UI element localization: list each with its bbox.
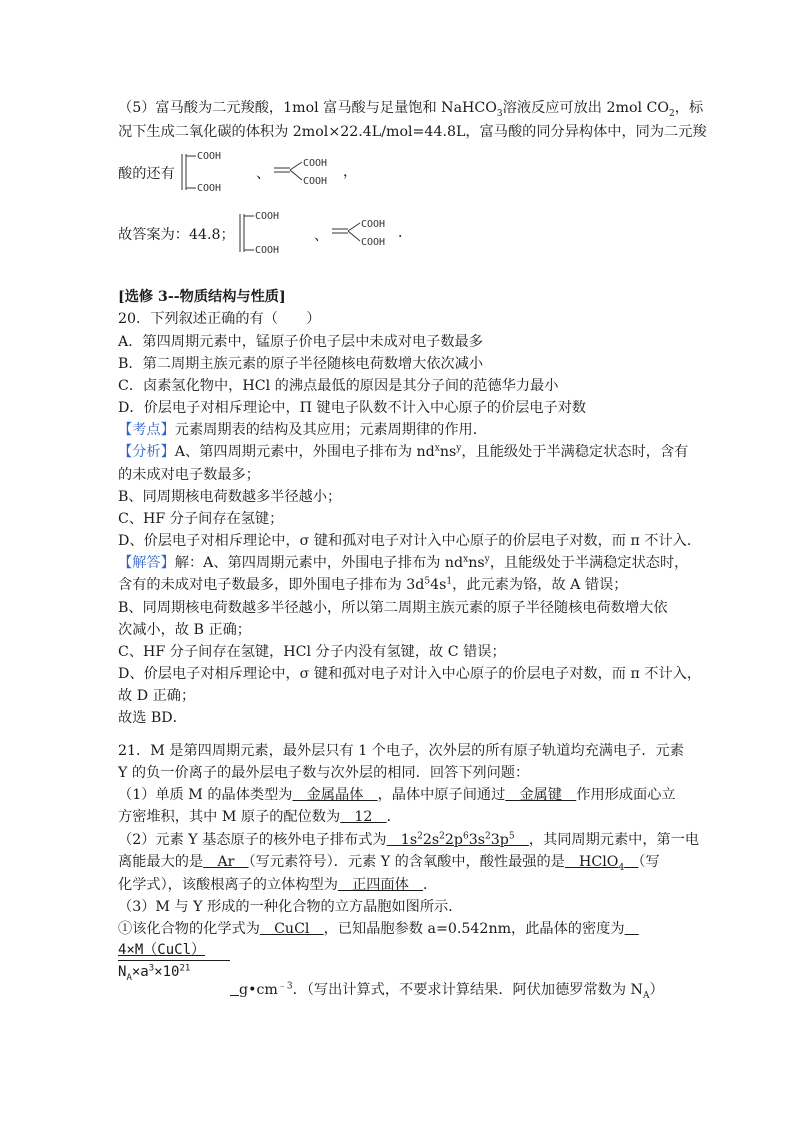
jieda-line-b1: B、同周期核电荷数越多半径越小，所以第二周期主族元素的原子半径随核电荷数增大依 [118, 600, 668, 616]
answer-blank [625, 921, 639, 937]
text: 化学式），该酸根离子的立体构型为 [118, 877, 338, 893]
q20-option-a: A．第四周期元素中，锰原子价电子层中未成对电子数最多 [118, 334, 483, 350]
answer-blank: CuCl [259, 921, 324, 937]
superscript: ﹣3 [277, 981, 293, 992]
text: ．（写出计算式，不要求计算结果．阿伏加德罗常数为 N [292, 982, 643, 998]
q21-stem-1: 21．M 是第四周期元素，最外层只有 1 个电子，次外层的所有原子轨道均充满电子．元素 [118, 743, 684, 759]
cooh-label: COOH [303, 176, 328, 187]
fenxi-line-d: D、价层电子对相斥理论中，σ 键和孤对电子对计入中心原子的价层电子对数，而 π 不计入． [118, 533, 702, 549]
s5-line1 [118, 99, 703, 118]
text: 解：A、第四周期元素中，外围电子排布为 nd [174, 555, 464, 571]
subscript: A [126, 972, 132, 983]
answer-blank: 金属键 [505, 787, 577, 803]
superscript: 6 [463, 831, 469, 842]
fenxi-tag: 【分析】 [118, 444, 175, 460]
answer-blank: 12 [340, 809, 387, 825]
text: 含有的未成对电子数最多，即外围电子排布为 3d [118, 577, 425, 593]
cooh-label: COOH [255, 245, 280, 256]
subscript: 3 [496, 108, 503, 119]
answer-blank [230, 982, 239, 998]
superscript: 5 [424, 576, 431, 587]
answer-blank: Ar [203, 854, 249, 870]
jieda-tag: 【解答】 [118, 555, 175, 571]
text: A、第四周期元素中，外围电子排布为 nd [174, 444, 435, 460]
text: ，且能级处于半满稳定状态时，含有 [461, 444, 689, 460]
text: 方密堆积，其中 M 原子的配位数为 [118, 809, 341, 825]
kaodian-line [118, 421, 487, 440]
text: 2s [422, 832, 440, 848]
maleic-acid-structure [234, 206, 304, 262]
cooh-label: COOH [361, 237, 386, 248]
q21-part3: （3）M 与 Y 形成的一种化合物的立方晶胞如图所示． [118, 899, 463, 915]
q20-stem: 20．下列叙述正确的有（ ） [118, 311, 321, 327]
cooh-label: COOH [197, 151, 222, 162]
density-unit-line [230, 981, 664, 1000]
q20-option-b: B．第二周期主族元素的原子半径随核电荷数增大依次减小 [118, 356, 484, 372]
maleic-acid-structure [176, 146, 246, 200]
text: ，此元素为铬，故 A 错误； [452, 577, 628, 593]
fenxi-line-a [118, 443, 688, 462]
answer-blank [564, 854, 639, 873]
q20-option-c: C．卤素氢化物中，HCl 的沸点最低的原因是其分子间的范德华力最小 [118, 378, 559, 394]
cooh-label: COOH [361, 219, 386, 230]
text: （写元素符号）．元素 Y 的含氧酸中，酸性最强的是 [248, 854, 565, 870]
text: ． [423, 877, 438, 893]
section-header: [选修 3--物质结构与性质] [118, 289, 286, 305]
text: ×10 [154, 964, 180, 980]
q21-stem-2: Y 的负一价离子的最外层电子数与次外层的相同．回答下列问题： [118, 765, 530, 781]
kaodian-tag: 【考点】 [118, 422, 175, 438]
jieda-line-c: C、HF 分子间存在氢键，HCl 分子内没有氢键，故 C 错误； [118, 644, 506, 660]
q21-part2-line1 [118, 831, 699, 850]
cooh-label: COOH [197, 183, 222, 194]
s5-answer-prefix: 故答案为：44.8； [118, 227, 235, 243]
separator: 、 [256, 166, 271, 182]
q20-option-d: D．价层电子对相斥理论中，Π 键电子队数不计入中心原子的价层电子对数 [118, 400, 587, 416]
jieda-line-d2: 故 D 正确； [118, 688, 196, 704]
fraction-denominator [118, 963, 230, 981]
subscript: 4 [618, 862, 625, 873]
cooh-label: COOH [303, 158, 328, 169]
text: （1）单质 M 的晶体类型为 [118, 787, 293, 803]
text: N [118, 964, 127, 980]
superscript: x [463, 554, 469, 565]
text: （2）元素 Y 基态原子的核外电子排布式为 [118, 832, 387, 848]
text: ①该化合物的化学式为 [118, 921, 260, 937]
text: 3s [468, 832, 486, 848]
superscript: 1 [446, 576, 453, 587]
superscript: 2 [417, 831, 423, 842]
q21-part1-line1 [118, 786, 676, 805]
text: （5）富马酸为二元羧酸，1mol 富马酸与足量饱和 NaHCO [118, 100, 497, 116]
final-answer: 故选 BD． [118, 710, 187, 726]
text: ，晶体中原子间通过 [377, 787, 506, 803]
text: ns [439, 444, 457, 460]
density-fraction [118, 941, 230, 981]
fenxi-line-c: C、HF 分子间存在氢键； [118, 511, 284, 527]
text: 3p [490, 832, 509, 848]
fraction-bar [118, 960, 230, 961]
answer-blank [387, 832, 529, 848]
jieda-line-a3 [118, 576, 628, 595]
subscript: 2 [669, 108, 675, 119]
superscript: x [434, 443, 440, 454]
text: ，且能级处于半满稳定状态时， [489, 555, 689, 571]
separator: 、 [314, 228, 329, 244]
answer-blank: 金属晶体 [292, 787, 378, 803]
text: 4s [430, 577, 447, 593]
cooh-label: COOH [255, 211, 280, 222]
text: ） [649, 982, 664, 998]
s5-line3-prefix: 酸的还有 [118, 166, 175, 182]
text: 1s [386, 832, 418, 848]
superscript: y [456, 443, 462, 454]
text: ，已知晶胞参数 a=0.542nm，此晶体的密度为 [323, 921, 625, 937]
superscript: y [484, 554, 490, 565]
fenxi-line-a3: 的未成对电子数最多； [118, 467, 260, 483]
superscript: 21 [179, 963, 191, 974]
text: ，其同周期元素中，第一电 [528, 832, 700, 848]
superscript: 5 [508, 831, 515, 842]
text: （写 [638, 854, 660, 870]
text: 溶液反应可放出 2mol CO [502, 100, 670, 116]
text: ×a [131, 964, 149, 980]
jieda-line-b2: 次减小，故 B 正确； [118, 622, 251, 638]
superscript: 2 [439, 831, 445, 842]
text: 作用形成面心立 [576, 787, 676, 803]
comma: ， [343, 164, 358, 180]
jieda-line-a [118, 554, 688, 573]
gem-diacid-structure [272, 150, 352, 194]
superscript: 2 [485, 831, 491, 842]
text [624, 854, 638, 870]
q21-part2-line2 [118, 853, 660, 872]
superscript: 3 [148, 963, 155, 974]
q21-part1-line2 [118, 808, 401, 827]
q21-part3-line1 [118, 920, 639, 939]
text: 元素周期表的结构及其应用；元素周期律的作用． [174, 422, 487, 438]
text: 2p [444, 832, 463, 848]
jieda-line-d1: D、价层电子对相斥理论中，σ 键和孤对电子对计入中心原子的价层电子对数，而 π 不计入， [118, 666, 702, 682]
s5-line2: 况下生成二氧化碳的体积为 2mol×22.4L/mol=44.8L，富马酸的同分异构体中，同为二元羧 [118, 124, 707, 140]
subscript: A [642, 990, 650, 1001]
text: 离能最大的是 [118, 854, 204, 870]
answer-blank: 正四面体 [337, 877, 424, 893]
text: g•cm [239, 982, 278, 998]
fenxi-line-b: B、同周期核电荷数越多半径越小； [118, 489, 342, 505]
q21-part2-line3 [118, 876, 437, 895]
text: ． [386, 809, 401, 825]
period: ． [398, 225, 413, 241]
text: HClO [564, 854, 619, 870]
fraction-numerator: 4×M（CuCl） [118, 942, 206, 958]
text: ，标 [674, 100, 704, 116]
text: ns [468, 555, 485, 571]
